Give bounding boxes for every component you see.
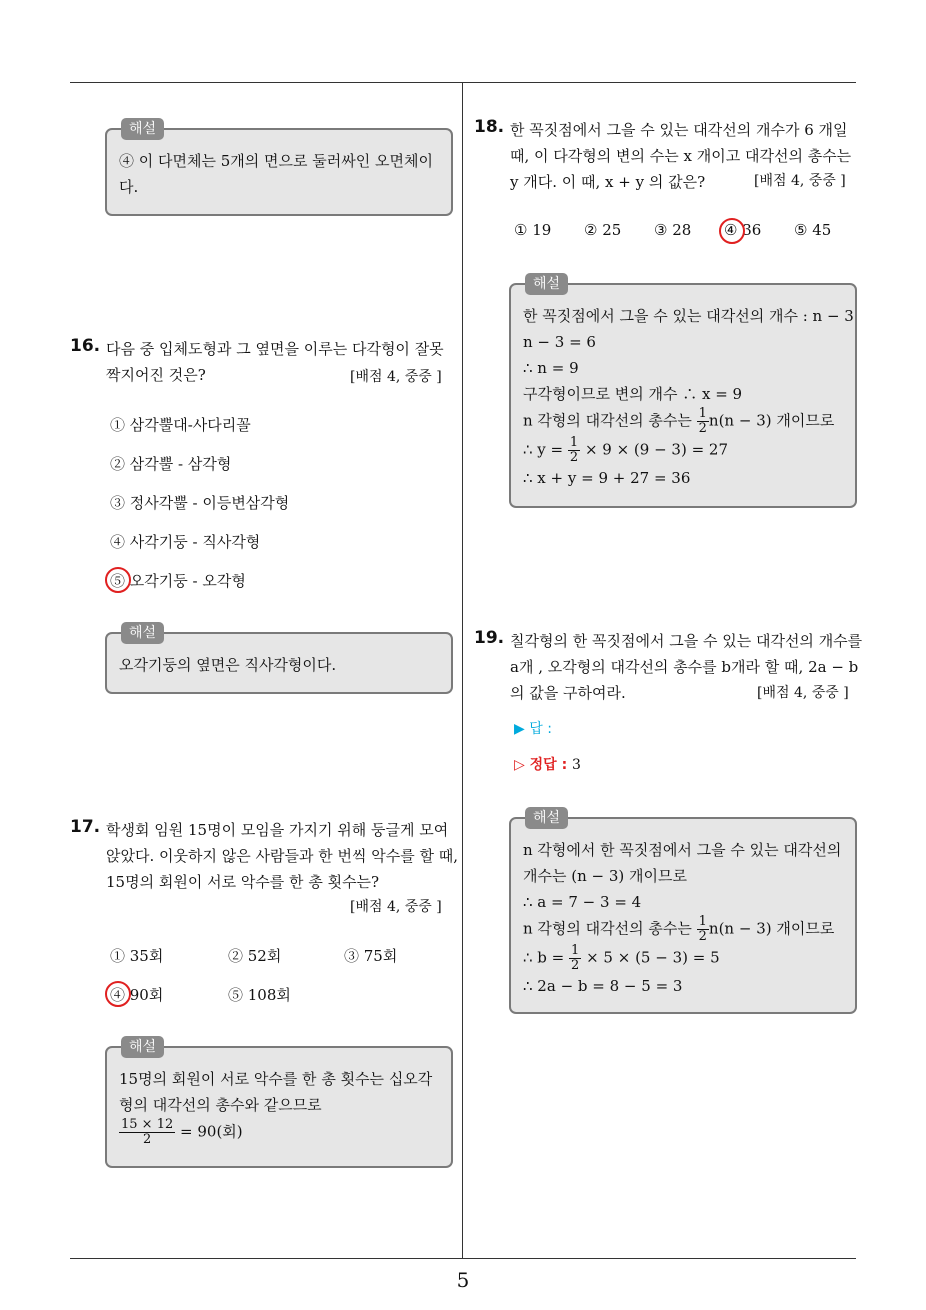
q18-option-4[interactable]: ④ 36 (724, 221, 762, 239)
question-line: y 개다. 이 때, x + y 의 값은? (510, 173, 706, 191)
q17-option-1[interactable]: ① 35회 (110, 947, 164, 965)
correct-answer: ▷ 정답 : 3 (514, 757, 581, 773)
explanation-box-16 (105, 625, 453, 694)
selected-answer-circle (719, 218, 745, 244)
q18-option-2[interactable]: ② 25 (584, 221, 622, 239)
explanation-line: n − 3 = 6 (523, 333, 596, 351)
q17-option-4[interactable]: ④ 90회 (110, 986, 164, 1004)
explanation-box-prev (105, 121, 453, 216)
fraction: $\frac{1}{2}$ (698, 406, 707, 436)
q16-option-1[interactable]: ① 삼각뿔대-사다리꼴 (110, 416, 251, 434)
q17-option-3[interactable]: ③ 75회 (344, 947, 398, 965)
question-16-meta: [배점 4, 중중 ] (350, 369, 442, 385)
question-line: 학생회 임원 15명이 모임을 가지기 위해 둥글게 모여 (106, 821, 449, 839)
explanation-tag: 해설 (121, 118, 164, 140)
q16-option-3[interactable]: ③ 정사각뿔 - 이등변삼각형 (110, 494, 290, 512)
explanation-box-17 (105, 1039, 453, 1168)
question-number-17: 17. (70, 817, 101, 837)
explanation-line: 15명의 회원이 서로 악수를 한 총 횟수는 십오각 (119, 1070, 433, 1088)
question-line: 한 꼭짓점에서 그을 수 있는 대각선의 개수가 6 개일 (510, 121, 848, 139)
question-line: 의 값을 구하여라. (510, 684, 626, 702)
explanation-tag: 해설 (525, 807, 568, 829)
explanation-line: ∴ a = 7 − 3 = 4 (523, 893, 642, 911)
q18-option-1[interactable]: ① 19 (514, 221, 552, 239)
header-rule (70, 82, 856, 83)
explanation-line: ∴ x + y = 9 + 27 = 36 (523, 469, 691, 487)
explanation-line: ∴ y = $\frac{1}{2}$ × 9 × (9 − 3) = 27 (523, 435, 729, 465)
selected-answer-circle (105, 981, 131, 1007)
explanation-box-19 (509, 810, 857, 1014)
q16-option-2[interactable]: ② 삼각뿔 - 삼각형 (110, 455, 232, 473)
q17-option-5[interactable]: ⑤ 108회 (228, 986, 291, 1004)
question-number-18: 18. (474, 117, 505, 137)
question-number-16: 16. (70, 336, 101, 356)
explanation-line: 개수는 (n − 3) 개이므로 (523, 867, 687, 885)
fraction: $\frac{1}{2}$ (569, 435, 579, 465)
explanation-tag: 해설 (525, 273, 568, 295)
explanation-line: 다. (119, 178, 139, 196)
fraction: $\frac{1}{2}$ (698, 914, 707, 944)
explanation-line: ∴ n = 9 (523, 359, 579, 377)
explanation-line: 오각기둥의 옆면은 직사각형이다. (119, 656, 337, 674)
question-18-meta: [배점 4, 중중 ] (754, 173, 846, 189)
explanation-line: n 각형에서 한 꼭짓점에서 그을 수 있는 대각선의 (523, 841, 842, 859)
explanation-line: n 각형의 대각선의 총수는 $\frac{1}{2}$ n(n − 3) 개이므로 (523, 914, 835, 944)
q16-option-4[interactable]: ④ 사각기둥 - 직사각형 (110, 533, 261, 551)
explanation-line: ∴ b = $\frac{1}{2}$ × 5 × (5 − 3) = 5 (523, 943, 720, 973)
question-line: a개 , 오각형의 대각선의 총수를 b개라 할 때, 2a − b (510, 658, 859, 676)
fraction: $\frac{15 \times 12}{2}$ (121, 1117, 174, 1147)
q18-option-5[interactable]: ⑤ 45 (794, 221, 832, 239)
question-line: 다음 중 입체도형과 그 옆면을 이루는 다각형이 잘못 (106, 340, 444, 358)
q18-option-3[interactable]: ③ 28 (654, 221, 692, 239)
explanation-box-18 (509, 276, 857, 508)
question-line: 짝지어진 것은? (106, 366, 206, 384)
explanation-line: ④ 이 다면체는 5개의 면으로 둘러싸인 오면체이 (119, 152, 433, 170)
page-number: 5 (456, 1268, 470, 1292)
explanation-tag: 해설 (121, 622, 164, 644)
explanation-line: 구각형이므로 변의 개수 ∴ x = 9 (523, 385, 743, 403)
explanation-formula: $\frac{15 \times 12}{2}$ = 90(회) (121, 1117, 243, 1147)
explanation-tag: 해설 (121, 1036, 164, 1058)
footer-rule (70, 1258, 856, 1259)
question-17-text (106, 817, 456, 895)
question-line: 때, 이 다각형의 변의 수는 x 개이고 대각선의 총수는 (510, 147, 852, 165)
fraction: $\frac{1}{2}$ (571, 943, 580, 973)
question-line: 15명의 회원이 서로 악수를 한 총 횟수는? (106, 873, 380, 891)
answer-input-label[interactable]: ▶ 답 : (514, 721, 552, 737)
question-number-19: 19. (474, 628, 505, 648)
explanation-line: n 각형의 대각선의 총수는 $\frac{1}{2}$ n(n − 3) 개이므로 (523, 406, 835, 436)
question-line: 앉았다. 이웃하지 않은 사람들과 한 번씩 악수를 할 때, (106, 847, 458, 865)
question-19-meta: [배점 4, 중중 ] (757, 685, 849, 701)
correct-answer-value: 3 (572, 757, 581, 773)
q17-option-2[interactable]: ② 52회 (228, 947, 282, 965)
question-17-meta: [배점 4, 중중 ] (350, 899, 442, 915)
q16-option-5[interactable]: ⑤ 오각기둥 - 오각형 (110, 572, 246, 590)
explanation-line: 형의 대각선의 총수와 같으므로 (119, 1096, 322, 1114)
column-divider (462, 83, 463, 1258)
selected-answer-circle (105, 567, 131, 593)
question-line: 칠각형의 한 꼭짓점에서 그을 수 있는 대각선의 개수를 (510, 632, 863, 650)
explanation-line: ∴ 2a − b = 8 − 5 = 3 (523, 977, 683, 995)
explanation-line: 한 꼭짓점에서 그을 수 있는 대각선의 개수 : n − 3 (523, 307, 854, 325)
